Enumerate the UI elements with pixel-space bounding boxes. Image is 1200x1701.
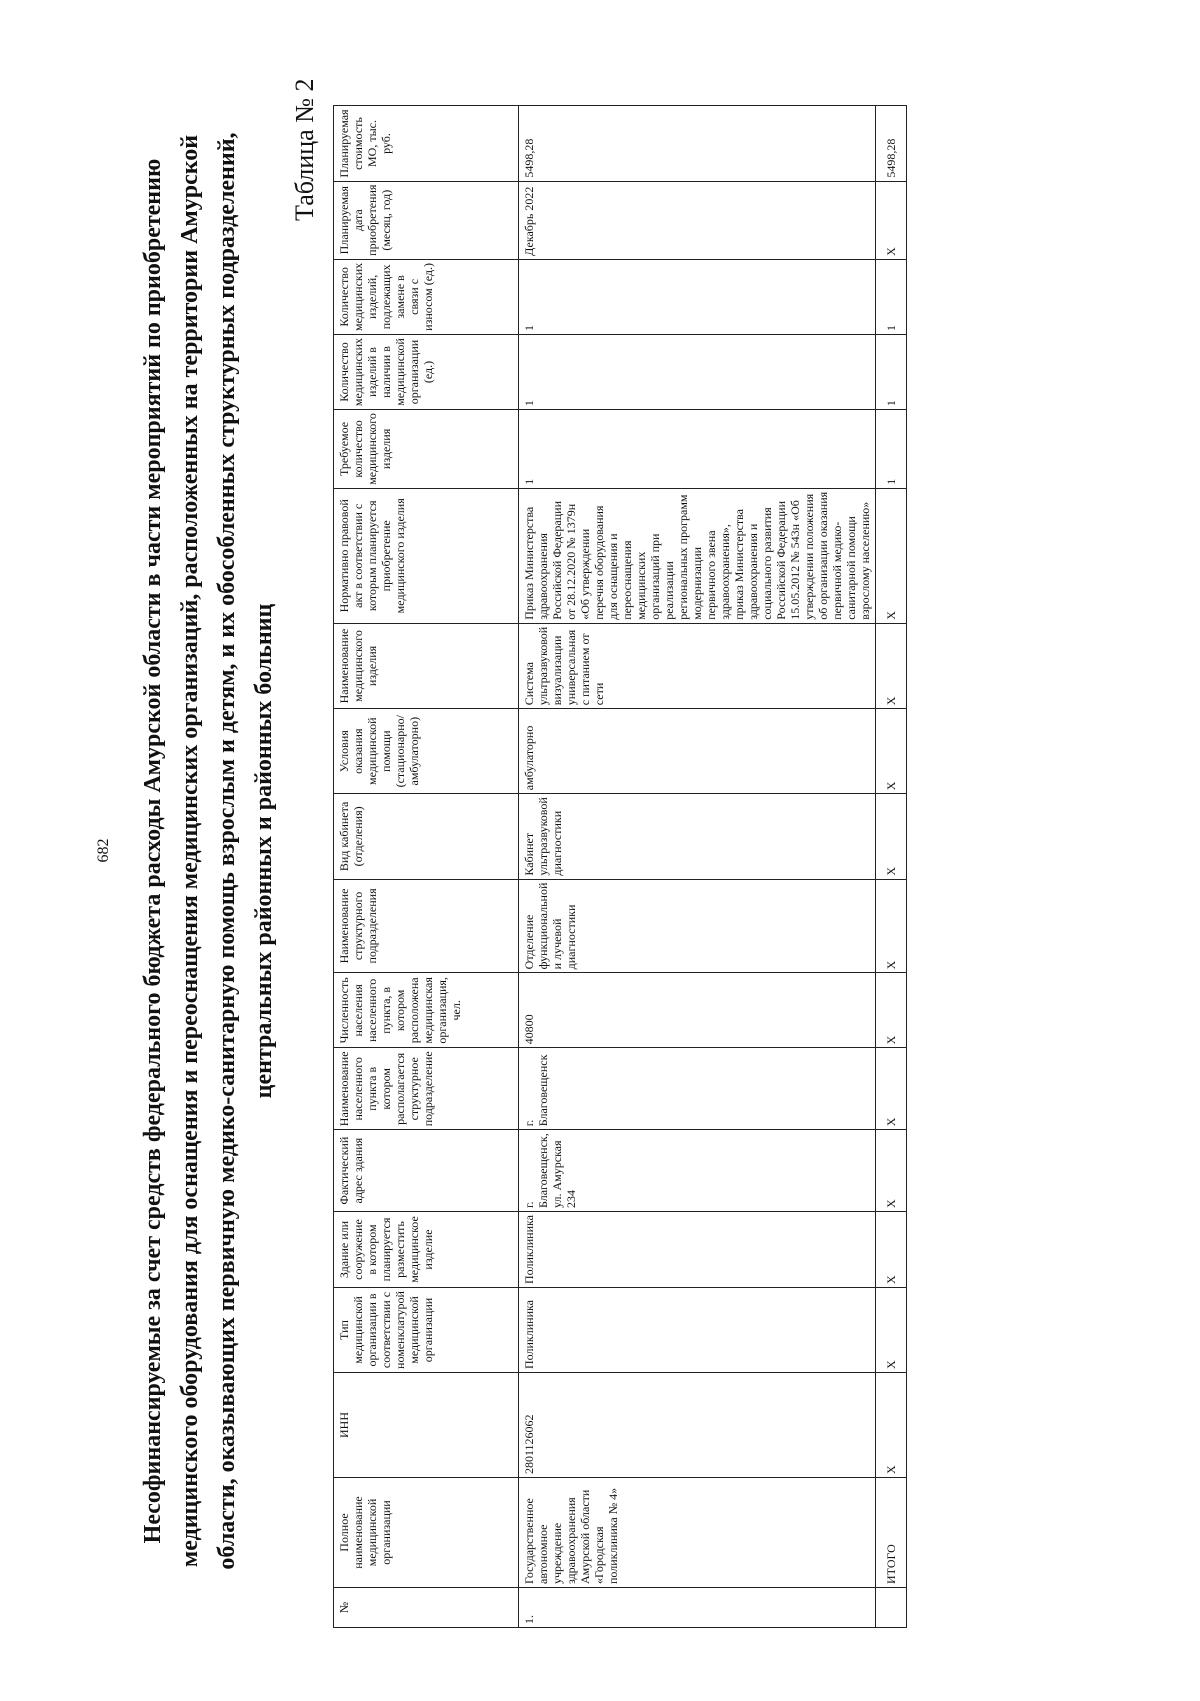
table-cell: амбулаторно <box>519 709 876 794</box>
header-cell: Здание или сооружение в котором планируется разместить медицинское изделие <box>334 1212 519 1288</box>
data-table <box>333 105 907 1628</box>
table-cell: X <box>876 1288 907 1373</box>
table-cell: X <box>876 1048 907 1130</box>
table-cell: 1 <box>876 410 907 489</box>
table-cell: Система ультразвуковой визуализации универсальная с питанием от сети <box>519 623 876 708</box>
table-cell: 1. <box>519 1588 876 1628</box>
table-cell: X <box>876 488 907 623</box>
table-cell: 5498,28 <box>519 106 876 181</box>
table-cell: X <box>876 794 907 879</box>
table-cell: Кабинет ультразвуковой диагностики <box>519 794 876 879</box>
header-cell: Наименование структурного подразделения <box>334 879 519 973</box>
header-cell: Планируемая стоимость МО, тыс. руб. <box>334 106 519 181</box>
table-cell: г. Благовещенск <box>519 1048 876 1130</box>
header-cell: Фактический адрес здания <box>334 1130 519 1212</box>
header-cell: Численность населения населенного пункта, в котором расположена медицинская организация, чел. <box>334 973 519 1048</box>
table-row <box>519 106 876 1628</box>
header-cell: Требуемое количество медицинского изделия <box>334 410 519 489</box>
table-cell: X <box>876 709 907 794</box>
header-cell: Наименование населенного пункта в котором располагается структурное подразделение <box>334 1048 519 1130</box>
table-cell: X <box>876 1212 907 1288</box>
header-cell: Нормативно правовой акт в соответствии с которым планируется приобретение медицинского изделия <box>334 488 519 623</box>
page-number: 682 <box>95 838 112 863</box>
table-cell: X <box>876 181 907 259</box>
table-total-row <box>876 106 907 1628</box>
table-cell: X <box>876 623 907 708</box>
table-cell: Приказ Министерства здравоохранения Российской Федерации от 28.12.2020 № 1379н «Об утверждении перечня оборудования для оснащения и переоснащения медицинских организаций при реализации региональных программ модернизации первичного звена здравоохранения», приказ Министерства здравоохранения и социального развития Российской Федерации 15.05.2012 № 543н «Об утверждении положения об организации оказания первичной медико-санитарной помощи взрослому населению» <box>519 488 876 623</box>
table-cell: 1 <box>519 259 876 334</box>
table-cell: X <box>876 973 907 1048</box>
table-cell: 1 <box>876 259 907 334</box>
header-cell: Вид кабинета (отделения) <box>334 794 519 879</box>
document-title: Несофинансируемые за счет средств федерального бюджета расходы Амурской области в части мероприятий по приобретению медицинского оборудования для оснащения и переоснащения медицинских организаций, расположенных на территории Амурской области, оказывающих первичную медико-санитарную помощь взрослым и детям, и их обособленных структурных подразделений, центральных районных и районных больниц <box>140 132 277 1570</box>
table-cell: Государственное автономное учреждение здравоохранения Амурской области «Городская поликлиника № 4» <box>519 1478 876 1588</box>
header-cell: Условия оказания медицинской помощи (стационарно/ амбулаторно) <box>334 709 519 794</box>
table-cell: Поликлиника <box>519 1288 876 1373</box>
table-cell: Декабрь 2022 <box>519 181 876 259</box>
header-cell: Полное наименование медицинской организации <box>334 1478 519 1588</box>
total-label: ИТОГО <box>876 1478 907 1588</box>
table-cell: 2801126062 <box>519 1373 876 1478</box>
table-cell: 40800 <box>519 973 876 1048</box>
header-cell: Наименование медицинского изделия <box>334 623 519 708</box>
header-cell: Планируемая дата приобретения (месяц, год) <box>334 181 519 259</box>
table-header-row <box>334 106 519 1628</box>
header-cell: Количество медицинских изделий, подлежащих замене в связи с износом (ед.) <box>334 259 519 334</box>
header-cell: Количество медицинских изделий в наличии в медицинской организации (ед.) <box>334 334 519 409</box>
total-value: 5498,28 <box>876 106 907 181</box>
table-cell: 1 <box>519 334 876 409</box>
table-cell: г. Благовещенск, ул. Амурская 234 <box>519 1130 876 1212</box>
header-cell: Тип медицинской организации в соответствии с номенклатурой медицинской организации <box>334 1288 519 1373</box>
header-cell: № <box>334 1588 519 1628</box>
table-cell: Отделение функциональной и лучевой диагностики <box>519 879 876 973</box>
table-cell: X <box>876 1130 907 1212</box>
table-cell: Поликлиника <box>519 1212 876 1288</box>
table-cell: X <box>876 879 907 973</box>
table-cell <box>876 1588 907 1628</box>
header-cell: ИНН <box>334 1373 519 1478</box>
table-cell: 1 <box>876 334 907 409</box>
table-cell: 1 <box>519 410 876 489</box>
table-label: Таблица № 2 <box>290 78 319 221</box>
table-cell: X <box>876 1373 907 1478</box>
